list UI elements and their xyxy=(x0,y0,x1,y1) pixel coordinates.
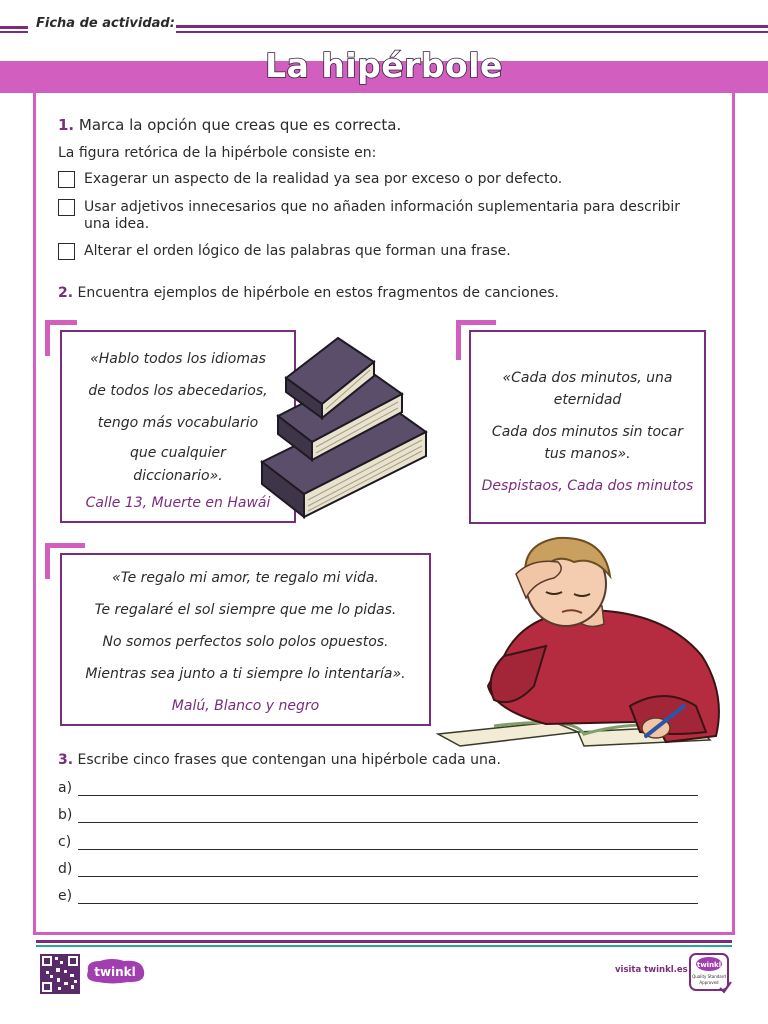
quote-1-corner-v xyxy=(45,320,50,356)
worksheet-label: Ficha de actividad: xyxy=(36,16,175,31)
answer-line-c[interactable] xyxy=(58,834,698,850)
answer-line-b[interactable] xyxy=(58,807,698,823)
badge-line-2: Approved xyxy=(699,980,719,985)
quote-3-line: No somos perfectos solo polos opuestos. xyxy=(102,634,389,650)
answer-field-a[interactable] xyxy=(78,781,698,796)
question-1-prompt: Marca la opción que creas que es correcta. xyxy=(78,116,402,134)
quote-2-line: tus manos». xyxy=(544,446,631,462)
quote-2-line: «Cada dos minutos, una xyxy=(502,370,673,386)
option-2-text: Usar adjetivos innecesarios que no añaden información suplementaria para describir una idea. xyxy=(84,199,681,232)
quote-1-line: que cualquier xyxy=(130,445,226,461)
answer-label-b: b) xyxy=(58,807,73,823)
quote-2-line: eternidad xyxy=(553,392,622,408)
quote-box-2 xyxy=(469,330,706,524)
option-2-checkbox[interactable] xyxy=(58,199,75,216)
question-1 xyxy=(58,116,401,134)
header-rule-left xyxy=(0,26,28,29)
footer-rule-purple xyxy=(36,940,732,943)
option-2 xyxy=(58,199,684,233)
quote-1-line: de todos los abecedarios, xyxy=(88,383,268,399)
answer-label-d: d) xyxy=(58,861,73,877)
question-3 xyxy=(58,752,501,768)
quote-2-source: Despistaos, Cada dos minutos xyxy=(481,478,694,494)
question-2-prompt: Encuentra ejemplos de hipérbole en estos fragmentos de canciones. xyxy=(77,285,559,301)
question-3-number: 3. xyxy=(58,752,74,768)
question-1-number: 1. xyxy=(58,116,75,134)
quality-badge-icon xyxy=(688,952,732,994)
twinkl-logo-text: twinkl xyxy=(94,965,136,979)
answer-field-c[interactable] xyxy=(78,835,698,850)
frame-bottom-border xyxy=(33,932,735,935)
option-1 xyxy=(58,171,684,188)
footer-link[interactable]: visita twinkl.es xyxy=(615,965,688,975)
answer-line-e[interactable] xyxy=(58,888,698,904)
badge-brand-text: twinkl xyxy=(696,961,722,969)
question-1-intro: La figura retórica de la hipérbole consiste en: xyxy=(58,145,377,161)
quote-1-source: Calle 13, Muerte en Hawái xyxy=(85,495,271,511)
option-3 xyxy=(58,243,684,260)
quote-3-line: Te regalaré el sol siempre que me lo pidas. xyxy=(94,602,397,618)
option-3-text: Alterar el orden lógico de las palabras que forman una frase. xyxy=(84,243,511,259)
quote-3-line: «Te regalo mi amor, te regalo mi vida. xyxy=(112,570,379,586)
twinkl-logo[interactable] xyxy=(82,957,148,985)
option-1-text: Exagerar un aspecto de la realidad ya sea por exceso o por defecto. xyxy=(84,171,563,187)
header-rule-right xyxy=(176,25,768,28)
qr-code-icon[interactable] xyxy=(40,954,80,994)
badge-line-1: Quality Standard xyxy=(692,974,726,979)
books-illustration xyxy=(256,332,432,522)
quote-3-corner-h xyxy=(45,543,85,548)
quote-2-corner-h xyxy=(456,320,496,325)
frame-left-border xyxy=(33,93,36,935)
quote-box-3 xyxy=(60,553,431,726)
quote-1-line: diccionario». xyxy=(133,468,223,484)
header-rule-left-2 xyxy=(0,31,28,33)
quote-1-line: «Hablo todos los idiomas xyxy=(90,351,266,367)
question-2 xyxy=(58,285,559,301)
quote-3-line: Mientras sea junto a ti siempre lo intentaría». xyxy=(85,666,406,682)
quote-3-corner-v xyxy=(45,543,50,579)
answer-label-e: e) xyxy=(58,888,73,904)
answer-label-c: c) xyxy=(58,834,72,850)
student-illustration xyxy=(434,536,726,748)
answer-line-a[interactable] xyxy=(58,780,698,796)
answer-field-e[interactable] xyxy=(78,889,698,904)
question-2-number: 2. xyxy=(58,285,74,301)
answer-field-b[interactable] xyxy=(78,808,698,823)
answer-line-d[interactable] xyxy=(58,861,698,877)
answer-field-d[interactable] xyxy=(78,862,698,877)
question-3-prompt: Escribe cinco frases que contengan una hipérbole cada una. xyxy=(77,752,501,768)
frame-right-border xyxy=(732,93,735,935)
quote-2-corner-v xyxy=(456,320,461,360)
quote-2-line: Cada dos minutos sin tocar xyxy=(491,424,684,440)
answer-label-a: a) xyxy=(58,780,73,796)
option-3-checkbox[interactable] xyxy=(58,243,75,260)
quote-1-line: tengo más vocabulario xyxy=(97,415,259,431)
page-title: La hipérbole xyxy=(265,46,503,85)
quote-3-source: Malú, Blanco y negro xyxy=(171,698,320,714)
header-rule-right-2 xyxy=(176,31,768,33)
option-1-checkbox[interactable] xyxy=(58,171,75,188)
footer-rule-teal xyxy=(36,945,732,947)
